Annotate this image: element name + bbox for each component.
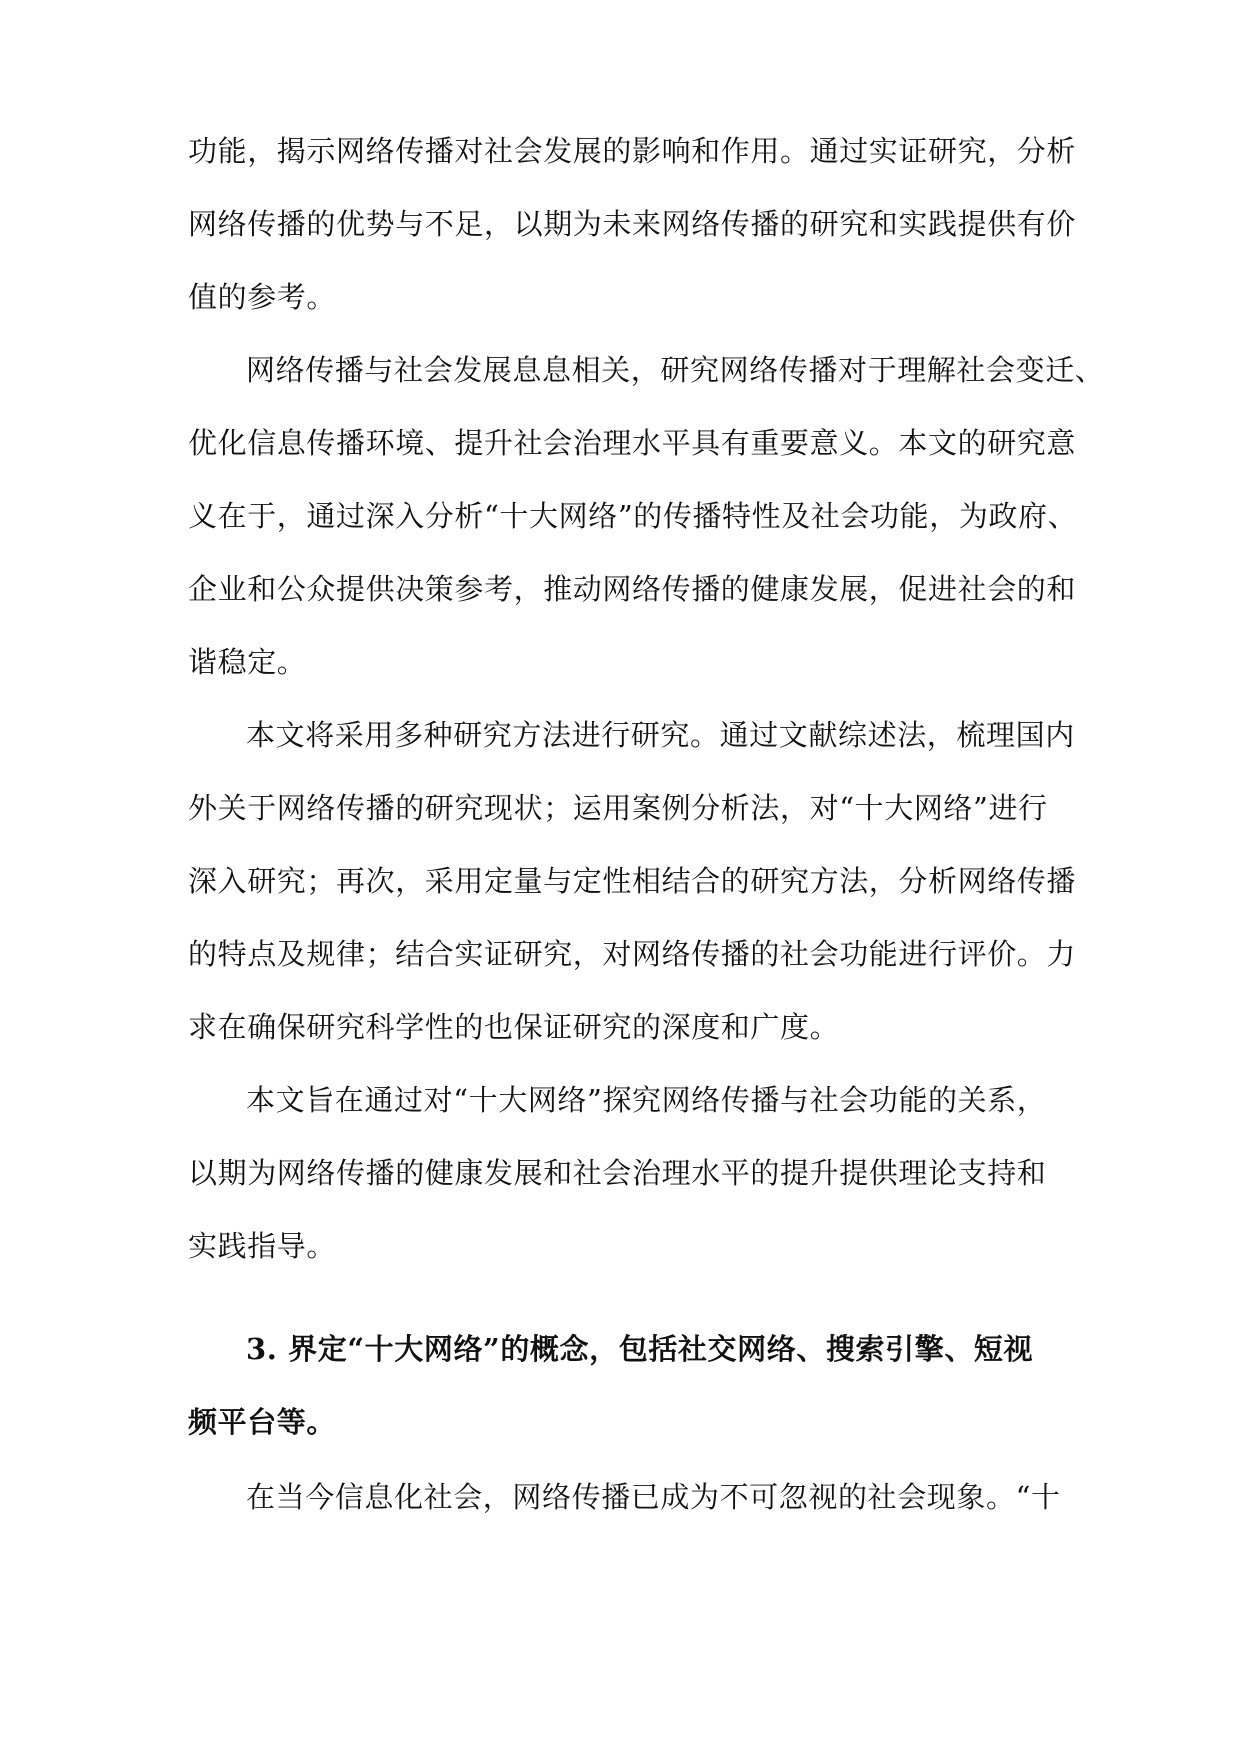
paragraph-line: 本文将采用多种研究方法进行研究。通过文献综述法，梳理国内 bbox=[246, 718, 1075, 752]
paragraph-line: 网络传播的优势与不足，以期为未来网络传播的研究和实践提供有价 bbox=[188, 207, 1077, 241]
paragraph-line: 外关于网络传播的研究现状；运用案例分析法，对“十大网络”进行 bbox=[188, 791, 1048, 825]
paragraph-line: 网络传播与社会发展息息相关，研究网络传播对于理解社会变迁、 bbox=[246, 353, 1105, 387]
section-heading: 3. 界定“十大网络”的概念，包括社交网络、搜索引擎、短视 bbox=[246, 1332, 1034, 1366]
paragraph-line: 企业和公众提供决策参考，推动网络传播的健康发展，促进社会的和 bbox=[188, 572, 1077, 606]
paragraph-line: 以期为网络传播的健康发展和社会治理水平的提升提供理论支持和 bbox=[188, 1156, 1047, 1190]
paragraph-line: 本文旨在通过对“十大网络”探究网络传播与社会功能的关系， bbox=[246, 1083, 1047, 1117]
paragraph-line: 功能，揭示网络传播对社会发展的影响和作用。通过实证研究，分析 bbox=[188, 134, 1077, 168]
paragraph-line: 求在确保研究科学性的也保证研究的深度和广度。 bbox=[188, 1010, 840, 1044]
section-heading: 频平台等。 bbox=[188, 1405, 337, 1439]
paragraph-line: 值的参考。 bbox=[188, 280, 337, 314]
paragraph-line: 深入研究；再次，采用定量与定性相结合的研究方法，分析网络传播 bbox=[188, 864, 1077, 898]
paragraph-line: 实践指导。 bbox=[188, 1229, 337, 1263]
paragraph-line: 在当今信息化社会，网络传播已成为不可忽视的社会现象。“十 bbox=[246, 1480, 1061, 1514]
paragraph-line: 的特点及规律；结合实证研究，对网络传播的社会功能进行评价。力 bbox=[188, 937, 1077, 971]
paragraph-line: 谐稳定。 bbox=[188, 645, 307, 679]
paragraph-line: 优化信息传播环境、提升社会治理水平具有重要意义。本文的研究意 bbox=[188, 426, 1077, 460]
paragraph-line: 义在于，通过深入分析“十大网络”的传播特性及社会功能，为政府、 bbox=[188, 499, 1078, 533]
